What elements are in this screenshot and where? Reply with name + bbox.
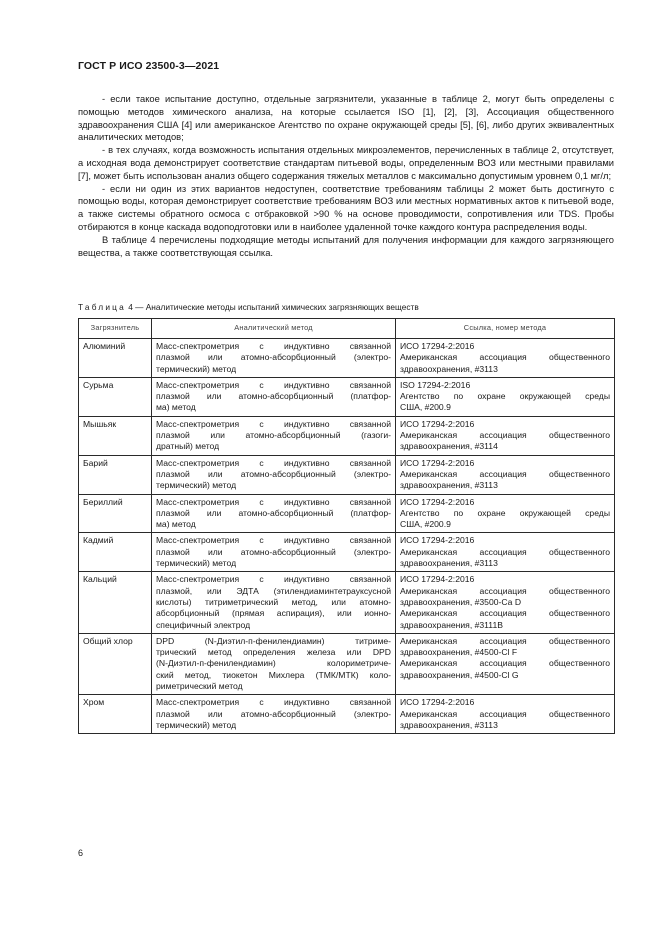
reference-line: ИСО 17294-2:2016 bbox=[400, 574, 475, 585]
reference-line: ИСО 17294-2:2016 bbox=[400, 535, 475, 546]
method-line: (N-Диэтил-п-фенилендиамин) колориметриче- bbox=[156, 658, 391, 669]
contaminant-cell: Общий хлор bbox=[79, 633, 152, 694]
method-cell bbox=[152, 572, 396, 633]
reference-line: здравоохранения, #3500-Са D bbox=[400, 596, 522, 607]
paragraph: - если такое испытание доступно, отдельные загрязнители, указанные в таблице 2, могут быть определены с помощью методов химического анализа, на которые ссылается ISO [1], [2], [3], Ассоциация общественного здравоохранения США [4] или американское Агентство по охране окружающей среды [5], [6], либо других эквивалентных аналитических методов; bbox=[78, 94, 614, 143]
reference-line: США, #200.9 bbox=[400, 519, 451, 530]
method-line: Масс-спектрометрия с индуктивно связанной bbox=[156, 379, 391, 390]
table-row bbox=[79, 572, 615, 633]
reference-cell bbox=[396, 494, 615, 533]
method-line: плазмой или атомно-абсорбционный (электро- bbox=[156, 352, 391, 363]
method-line: риметрический метод bbox=[156, 681, 243, 692]
method-line: термический) метод bbox=[156, 719, 237, 730]
method-line: Масс-спектрометрия с индуктивно связанной bbox=[156, 418, 391, 429]
reference-line: здравоохранения, #4500-Cl F bbox=[400, 647, 518, 658]
method-cell bbox=[152, 533, 396, 572]
method-cell bbox=[152, 339, 396, 378]
method-cell bbox=[152, 455, 396, 494]
table-row bbox=[79, 455, 615, 494]
method-line: кислоты) титриметрический метод, или атомно- bbox=[156, 596, 391, 607]
method-line: трический метод определения железа или DPD bbox=[156, 647, 391, 658]
table-caption-prefix: Таблица bbox=[78, 302, 126, 312]
table-caption-text: 4 — Аналитические методы испытаний химических загрязняющих веществ bbox=[128, 302, 419, 312]
reference-line: ИСО 17294-2:2016 bbox=[400, 457, 475, 468]
table-header-row bbox=[79, 319, 615, 339]
page-number: 6 bbox=[78, 848, 84, 858]
method-line: плазмой или атомно-абсорбционный (платфор- bbox=[156, 391, 391, 402]
reference-line: Агентство по охране окружающей среды bbox=[400, 391, 610, 402]
reference-line: Американская ассоциация общественного bbox=[400, 352, 610, 363]
method-cell bbox=[152, 494, 396, 533]
reference-line: Американская ассоциация общественного bbox=[400, 468, 610, 479]
method-line: плазмой или атомно-абсорбционный (электро- bbox=[156, 708, 391, 719]
contaminant-cell: Бериллий bbox=[79, 494, 152, 533]
table-row bbox=[79, 633, 615, 694]
reference-line: Американская ассоциация общественного bbox=[400, 585, 610, 596]
method-line: Масс-спектрометрия с индуктивно связанной bbox=[156, 697, 391, 708]
method-line: плазмой или атомно-абсорбционный (газоги- bbox=[156, 430, 391, 441]
method-line: абсорбционный (прямая аспирация), или ионно- bbox=[156, 608, 391, 619]
document-header: ГОСТ Р ИСО 23500-3—2021 bbox=[78, 60, 220, 72]
reference-line: Американская ассоциация общественного bbox=[400, 546, 610, 557]
reference-line: здравоохранения, #4500-Cl G bbox=[400, 669, 519, 680]
method-line: Масс-спектрометрия с индуктивно связанной bbox=[156, 457, 391, 468]
contaminant-cell: Сурьма bbox=[79, 377, 152, 416]
method-line: термический) метод bbox=[156, 558, 237, 569]
method-line: ма) метод bbox=[156, 519, 196, 530]
reference-line: ИСО 17294-2:2016 bbox=[400, 697, 475, 708]
table-row bbox=[79, 494, 615, 533]
table-row bbox=[79, 339, 615, 378]
contaminant-cell: Кадмий bbox=[79, 533, 152, 572]
reference-line: здравоохранения, #3114 bbox=[400, 441, 498, 452]
reference-line: Американская ассоциация общественного bbox=[400, 708, 610, 719]
table-row bbox=[79, 416, 615, 455]
reference-line: ИСО 17294-2:2016 bbox=[400, 496, 475, 507]
method-cell bbox=[152, 695, 396, 734]
method-line: плазмой или атомно-абсорбционный (платфор- bbox=[156, 507, 391, 518]
reference-cell bbox=[396, 339, 615, 378]
header-method: Аналитический метод bbox=[152, 319, 396, 339]
method-line: ский метод, тиокетон Михлера (ТМК/МТК) коло- bbox=[156, 669, 391, 680]
table-row bbox=[79, 377, 615, 416]
reference-cell bbox=[396, 695, 615, 734]
method-line: специфичный электрод bbox=[156, 619, 251, 630]
method-line: дратный) метод bbox=[156, 441, 220, 452]
header-reference: Ссылка, номер метода bbox=[396, 319, 615, 339]
reference-line: здравоохранения, #3113 bbox=[400, 558, 498, 569]
header-contaminant: Загрязнитель bbox=[79, 319, 152, 339]
method-line: термический) метод bbox=[156, 363, 237, 374]
reference-line: здравоохранения, #3113 bbox=[400, 480, 498, 491]
methods-table bbox=[78, 318, 615, 734]
reference-line: Агентство по охране окружающей среды bbox=[400, 507, 610, 518]
reference-cell bbox=[396, 416, 615, 455]
reference-cell bbox=[396, 572, 615, 633]
method-line: DPD (N-Диэтил-п-фенилендиамин) титриме- bbox=[156, 635, 391, 646]
contaminant-cell: Кальций bbox=[79, 572, 152, 633]
reference-cell bbox=[396, 633, 615, 694]
reference-line: Американская ассоциация общественного bbox=[400, 430, 610, 441]
method-line: плазмой, или ЭДТА (этилендиаминтетрауксусной bbox=[156, 585, 391, 596]
reference-line: здравоохранения, #3111B bbox=[400, 619, 503, 630]
contaminant-cell: Мышьяк bbox=[79, 416, 152, 455]
reference-line: США, #200.9 bbox=[400, 402, 451, 413]
method-line: Масс-спектрометрия с индуктивно связанной bbox=[156, 341, 391, 351]
paragraph: - если ни один из этих вариантов недоступен, соответствие требованиям таблицы 2 может быть достигнуто с помощью воды, которая демонстрирует соответствие требованиям ВОЗ или местных нормативных актов к питьевой воде, а также системы обратного осмоса с отбраковкой >90 % на основе проводимости, сопротивления или TDS. Пробы отбираются в конце каскада водоподготовки или в наиболее удаленной точке каждого контура распределения воды. bbox=[78, 183, 614, 232]
reference-line: здравоохранения, #3113 bbox=[400, 719, 498, 730]
method-line: Масс-спектрометрия с индуктивно связанной bbox=[156, 535, 391, 546]
method-line: плазмой или атомно-абсорбционный (электро- bbox=[156, 546, 391, 557]
table-row bbox=[79, 533, 615, 572]
method-line: плазмой или атомно-абсорбционный (электро- bbox=[156, 468, 391, 479]
method-cell bbox=[152, 377, 396, 416]
reference-line: ИСО 17294-2:2016 bbox=[400, 418, 475, 429]
table-row bbox=[79, 695, 615, 734]
method-line: ма) метод bbox=[156, 402, 196, 413]
contaminant-cell: Барий bbox=[79, 455, 152, 494]
reference-line: здравоохранения, #3113 bbox=[400, 363, 498, 374]
paragraph: - в тех случаях, когда возможность испытания отдельных микроэлементов, перечисленных в таблице 2, отсутствует, а исходная вода демонстрирует соответствие стандартам питьевой воды, определенным ВОЗ или местными правилами [7], может быть использован анализ общего содержания тяжелых металлов с максимально допустимым уровнем 0,1 мг/л; bbox=[78, 145, 614, 181]
reference-line: Американская ассоциация общественного bbox=[400, 635, 610, 646]
method-line: Масс-спектрометрия с индуктивно связанной bbox=[156, 574, 391, 585]
method-cell bbox=[152, 633, 396, 694]
body-text bbox=[78, 93, 614, 259]
method-cell bbox=[152, 416, 396, 455]
method-line: термический) метод bbox=[156, 480, 237, 491]
reference-cell bbox=[396, 377, 615, 416]
reference-line: ISO 17294-2:2016 bbox=[400, 379, 471, 390]
paragraph: В таблице 4 перечислены подходящие методы испытаний для получения информации для каждого загрязняющего вещества, а также соответствующая ссылка. bbox=[78, 234, 614, 258]
reference-cell bbox=[396, 533, 615, 572]
reference-line: Американская ассоциация общественного bbox=[400, 608, 610, 619]
method-line: Масс-спектрометрия с индуктивно связанной bbox=[156, 496, 391, 507]
reference-line: Американская ассоциация общественного bbox=[400, 658, 610, 669]
table-caption bbox=[78, 302, 419, 312]
reference-cell bbox=[396, 455, 615, 494]
contaminant-cell: Алюминий bbox=[79, 339, 152, 378]
contaminant-cell: Хром bbox=[79, 695, 152, 734]
reference-line: ИСО 17294-2:2016 bbox=[400, 341, 475, 351]
